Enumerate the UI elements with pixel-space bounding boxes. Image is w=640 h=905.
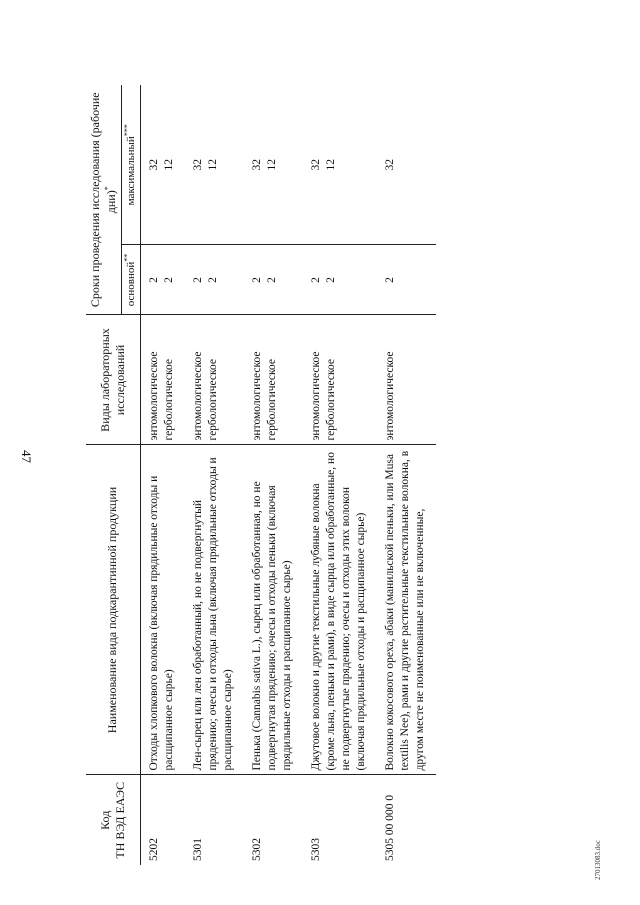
row-basic: 2 2	[141, 245, 185, 315]
header-max	[122, 85, 141, 245]
row-basic: 2 2	[303, 245, 377, 315]
header-max-label: максимальный	[125, 136, 138, 206]
table-row	[185, 85, 244, 865]
row-studies: энтомологическое гербологическое	[303, 315, 377, 445]
header-basic-label: основной	[125, 261, 138, 307]
footer-filename: 27013083.doc	[594, 840, 602, 880]
row-name: Лен-сырец или лен обработанный, но не подвергнутый прядению; очесы и отходы льна (включая прядильные отходы и расщипанное сырье)	[185, 445, 244, 775]
row-studies: энтомологическое гербологическое	[141, 315, 185, 445]
row-basic: 2 2	[185, 245, 244, 315]
row-max: 32 12	[141, 85, 185, 245]
row-code: 5303	[309, 838, 322, 861]
table-row	[141, 85, 185, 865]
row-code: 5301	[192, 838, 205, 861]
row-studies: энтомологическое гербологическое	[244, 315, 303, 445]
rotated-table-area	[86, 85, 596, 865]
page-number: 47	[19, 450, 34, 463]
row-studies: энтомологическое гербологическое	[185, 315, 244, 445]
row-max: 32 12	[185, 85, 244, 245]
header-name: Наименование вида подкарантинной продукции	[86, 445, 141, 775]
table-body	[141, 85, 436, 865]
row-code: 5302	[251, 838, 264, 861]
row-max: 32	[377, 85, 436, 245]
row-studies: энтомологическое	[377, 315, 436, 445]
row-max: 32 12	[244, 85, 303, 245]
row-code: 5202	[148, 838, 161, 861]
header-basic	[122, 245, 141, 315]
table-row	[303, 85, 377, 865]
row-basic: 2	[377, 245, 436, 315]
header-terms-mark: *	[102, 186, 112, 191]
table-header	[86, 85, 141, 865]
header-studies: Виды лабораторных исследований	[86, 315, 141, 445]
row-basic: 2 2	[244, 245, 303, 315]
header-basic-mark: **	[122, 253, 132, 262]
row-max: 32 12	[303, 85, 377, 245]
quarantine-products-table	[86, 85, 436, 865]
row-name: Джутовое волокно и другие текстильные лубяные волокна (кроме льна, пеньки и рами), в виде сырца или обработанные, но не подвергнутые прядению; очесы и отходы этих волокон (включая прядильные отходы и расщипанное сырье)	[303, 445, 377, 775]
row-name: Волокно кокосового ореха, абаки (манильской пеньки, или Musa textilis Nee), рами и другие растительные текстильные волокна, в другом месте не поименованные или не включенные,	[377, 445, 436, 775]
row-name: Отходы хлопкового волокна (включая прядильные отходы и расщипанное сырье)	[141, 445, 185, 775]
header-max-mark: ***	[122, 124, 132, 137]
row-name: Пенька (Cannabis sativa L.), сырец или обработанная, но не подвергнутая прядению; очесы и отходы пеньки (включая прядильные отходы и расщипанное сырье)	[244, 445, 303, 775]
header-terms	[86, 85, 122, 315]
row-code: 5305 00 000 0	[383, 794, 396, 861]
table-row	[377, 85, 436, 865]
header-terms-label: Сроки проведения исследования (рабочие дни)	[88, 92, 118, 308]
header-code: Код ТН ВЭД ЕАЭС	[86, 775, 141, 865]
table-rotator	[86, 85, 596, 865]
table-row	[244, 85, 303, 865]
